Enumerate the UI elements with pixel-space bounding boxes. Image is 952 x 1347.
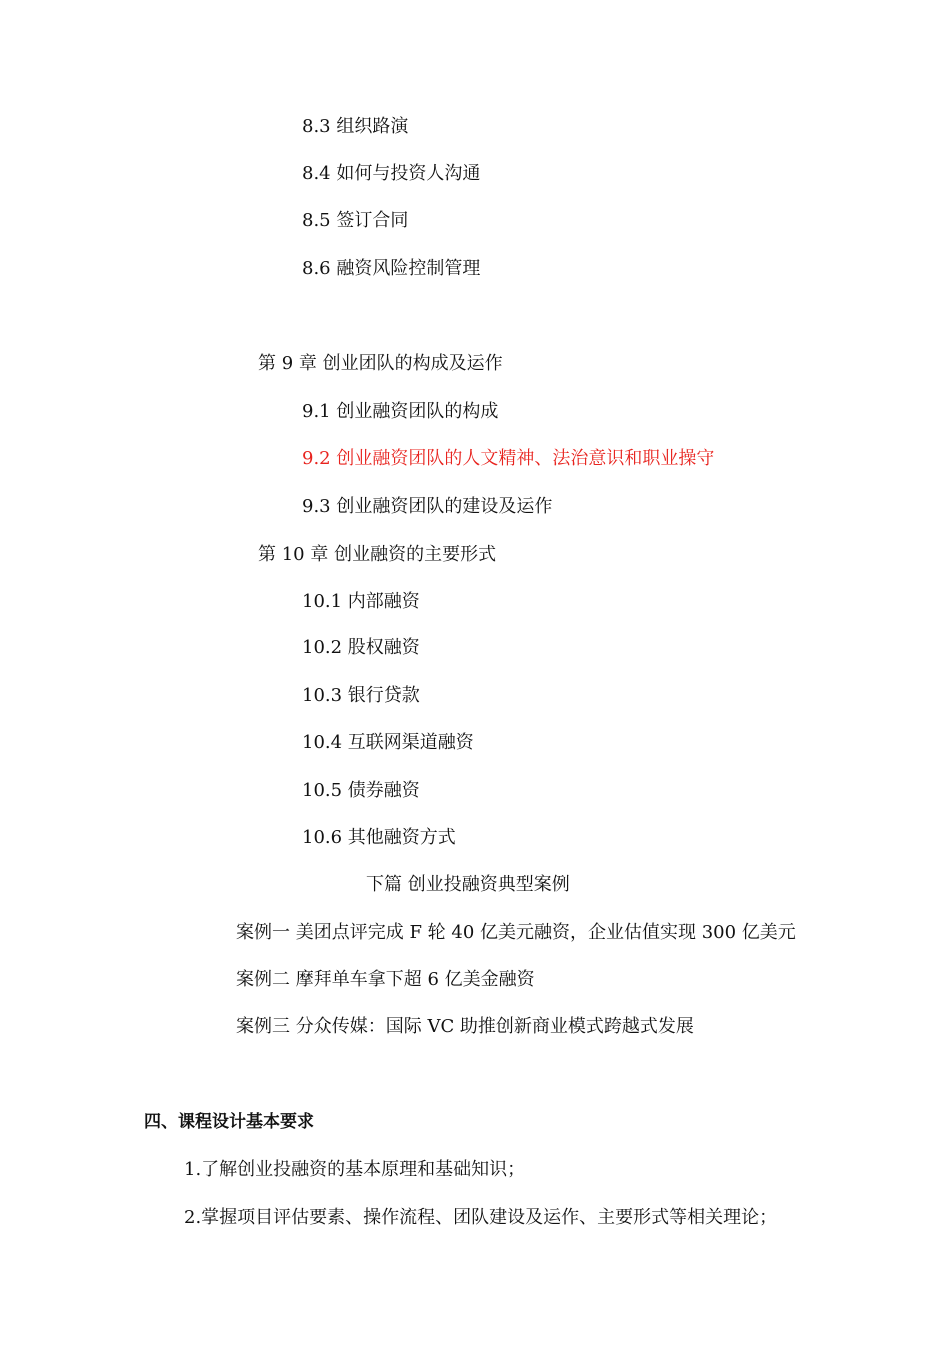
subsection-8-6: 8.6 融资风险控制管理 bbox=[302, 258, 481, 279]
chapter-9-title: 第 9 章 创业团队的构成及运作 bbox=[258, 353, 503, 374]
case-1: 案例一 美团点评完成 F 轮 40 亿美元融资，企业估值实现 300 亿美元 bbox=[236, 922, 796, 943]
subsection-9-2: 9.2 创业融资团队的人文精神、法治意识和职业操守 bbox=[302, 448, 715, 469]
subsection-9-3: 9.3 创业融资团队的建设及运作 bbox=[302, 496, 553, 517]
subsection-10-3: 10.3 银行贷款 bbox=[302, 685, 420, 706]
requirement-item-1: 1.了解创业投融资的基本原理和基础知识； bbox=[184, 1159, 526, 1180]
subsection-8-5: 8.5 签订合同 bbox=[302, 210, 409, 231]
subsection-9-1: 9.1 创业融资团队的构成 bbox=[302, 401, 499, 422]
part-lower-title: 下篇 创业投融资典型案例 bbox=[366, 874, 570, 895]
subsection-8-3: 8.3 组织路演 bbox=[302, 116, 409, 137]
subsection-10-5: 10.5 债券融资 bbox=[302, 780, 420, 801]
subsection-10-1: 10.1 内部融资 bbox=[302, 591, 420, 612]
subsection-10-4: 10.4 互联网渠道融资 bbox=[302, 732, 474, 753]
case-3: 案例三 分众传媒：国际 VC 助推创新商业模式跨越式发展 bbox=[236, 1016, 694, 1037]
subsection-10-2: 10.2 股权融资 bbox=[302, 637, 420, 658]
case-2: 案例二 摩拜单车拿下超 6 亿美金融资 bbox=[236, 969, 535, 990]
subsection-8-4: 8.4 如何与投资人沟通 bbox=[302, 163, 481, 184]
chapter-10-title: 第 10 章 创业融资的主要形式 bbox=[258, 544, 497, 565]
section-4-heading: 四、课程设计基本要求 bbox=[144, 1112, 314, 1132]
subsection-10-6: 10.6 其他融资方式 bbox=[302, 827, 456, 848]
requirement-item-2: 2.掌握项目评估要素、操作流程、团队建设及运作、主要形式等相关理论； bbox=[184, 1207, 778, 1228]
